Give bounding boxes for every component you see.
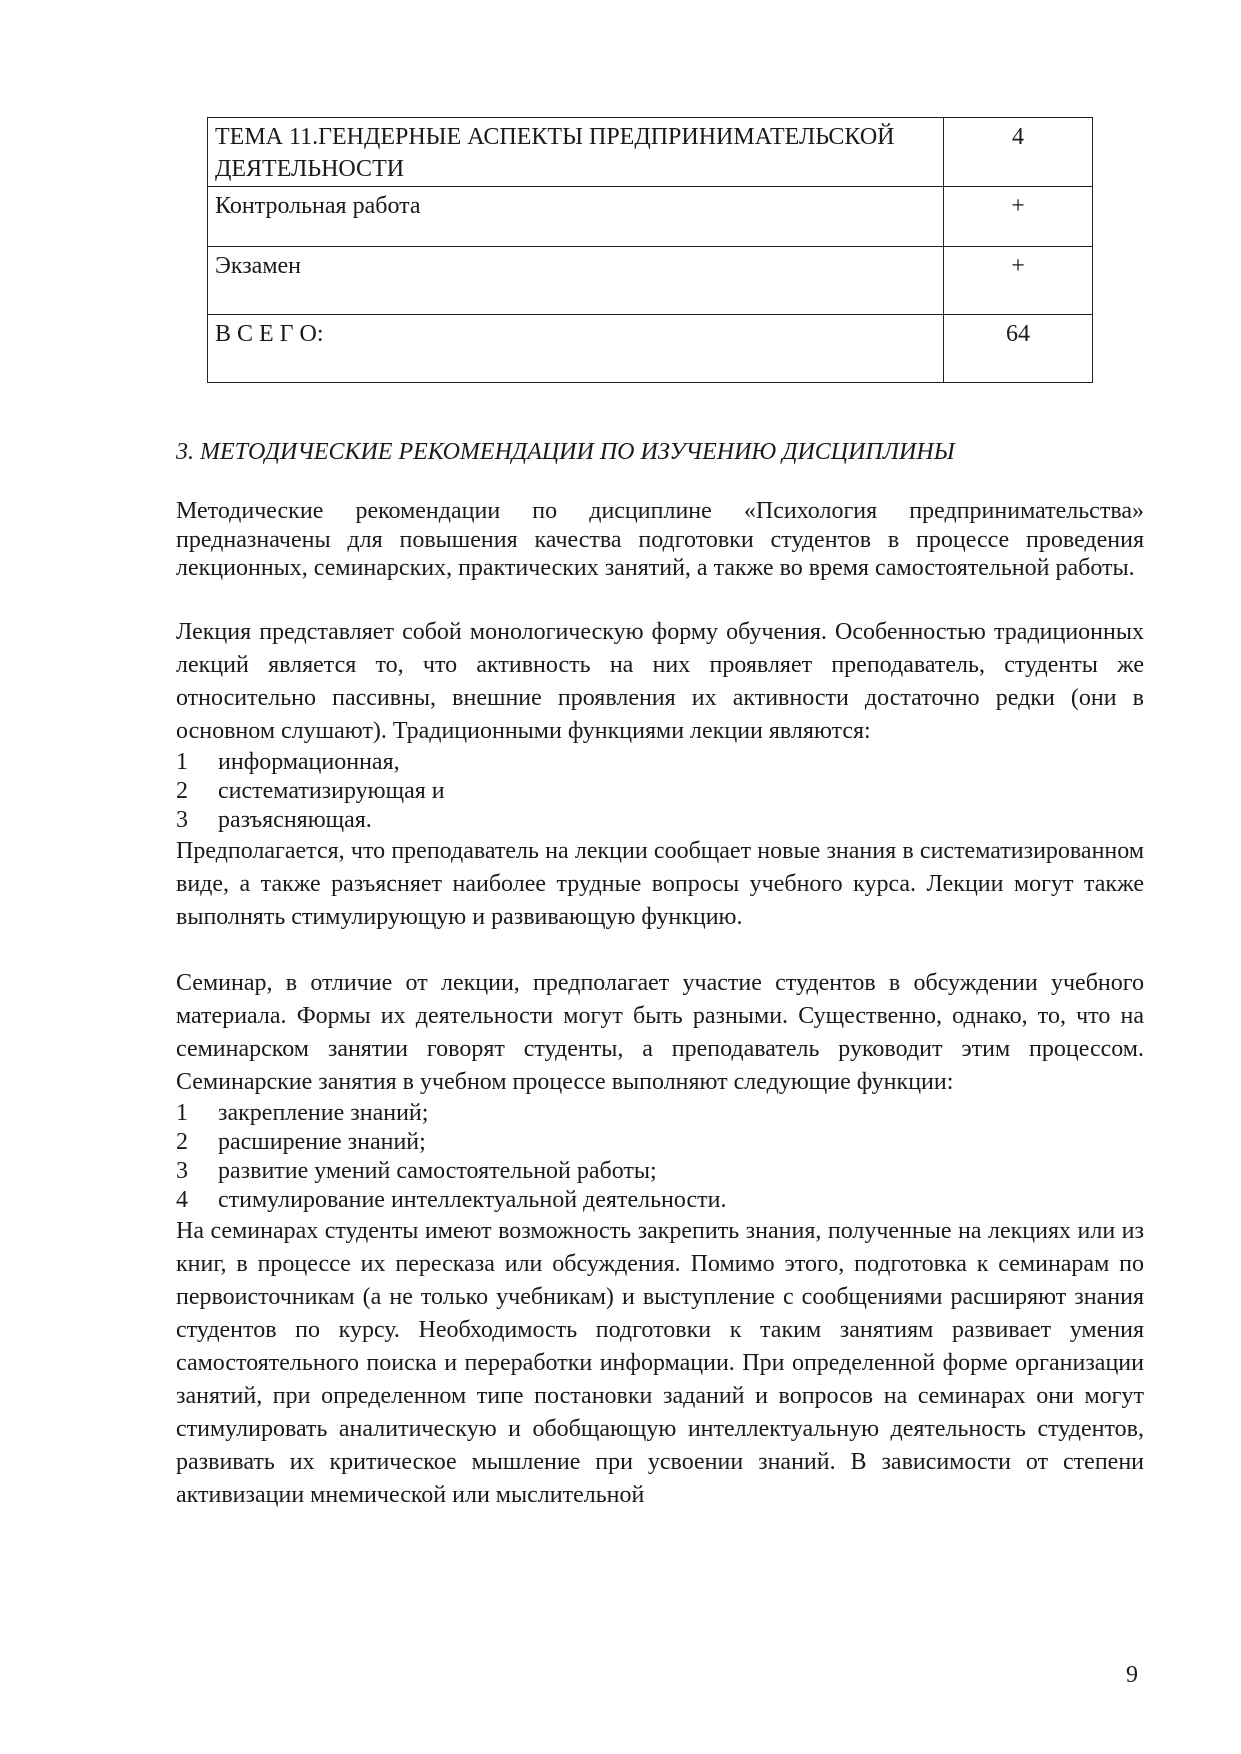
total-hours-cell: 64 [944, 315, 1093, 383]
list-number: 3 [176, 806, 188, 833]
total-label-cell: В С Е Г О: [208, 315, 944, 383]
list-item [176, 1128, 1144, 1157]
paragraph-lecture-purpose: Предполагается, что преподаватель на лекции сообщает новые знания в систематизированном виде, а также разъясняет наиболее трудные вопросы учебного курса. Лекции могут также выполнять стимулирующую и развивающую функцию. [176, 837, 1144, 930]
list-item [176, 1186, 1144, 1215]
paragraph-intro: Методические рекомендации по дисциплине «Психология предпринимательства» предназначены для повышения качества подготовки студентов в процессе проведения лекционных, семинарских, практических занятий, а также во время самостоятельной работы. [176, 498, 1144, 581]
table-row [208, 118, 1093, 187]
list-number: 4 [176, 1186, 188, 1213]
list-text: расширение знаний; [218, 1128, 426, 1155]
list-item [176, 1157, 1144, 1186]
table-row [208, 187, 1093, 247]
list-text: информационная, [218, 748, 400, 775]
list-number: 1 [176, 748, 188, 775]
topic-cell: Контрольная работа [208, 187, 944, 247]
section-title: 3. МЕТОДИЧЕСКИЕ РЕКОМЕНДАЦИИ ПО ИЗУЧЕНИЮ ДИСЦИПЛИНЫ [176, 439, 955, 465]
topic-cell: ТЕМА 11.ГЕНДЕРНЫЕ АСПЕКТЫ ПРЕДПРИНИМАТЕЛЬСКОЙ ДЕЯТЕЛЬНОСТИ [208, 118, 944, 187]
table-row [208, 247, 1093, 315]
hours-cell: + [944, 187, 1093, 247]
list-number: 3 [176, 1157, 188, 1184]
lecture-functions-list [176, 748, 1144, 835]
page-number: 9 [1126, 1662, 1138, 1688]
list-text: систематизирующая и [218, 777, 445, 804]
seminar-functions-list [176, 1099, 1144, 1215]
list-text: стимулирование интеллектуальной деятельности. [218, 1186, 727, 1213]
paragraph-seminar-benefits: На семинарах студенты имеют возможность закрепить знания, полученные на лекциях или из книг, в процессе их пересказа или обсуждения. Помимо этого, подготовка к семинарам по первоисточникам (а не только учебникам) и выступление с сообщениями расширяют знания студентов по курсу. Необходимость подготовки к таким занятиям развивает умения самостоятельного поиска и переработки информации. При определенной форме организации занятий, при определенном типе постановки заданий и вопросов на семинарах они могут стимулировать аналитическую и обобщающую интеллектуальную деятельность студентов, развивать их критическое мышление при усвоении знаний. В зависимости от степени активизации мнемической или мыслительной [176, 1217, 1144, 1508]
list-item [176, 806, 1144, 835]
main-text [176, 437, 1144, 1512]
list-text: разъясняющая. [218, 806, 372, 833]
list-number: 2 [176, 777, 188, 804]
list-item [176, 777, 1144, 806]
list-number: 2 [176, 1128, 188, 1155]
list-item [176, 748, 1144, 777]
list-item [176, 1099, 1144, 1128]
list-text: закрепление знаний; [218, 1099, 429, 1126]
list-text: развитие умений самостоятельной работы; [218, 1157, 657, 1184]
hours-cell: + [944, 247, 1093, 315]
hours-cell: 4 [944, 118, 1093, 187]
paragraph-seminar: Семинар, в отличие от лекции, предполагает участие студентов в обсуждении учебного материала. Формы их деятельности могут быть разными. Существенно, однако, то, что на семинарском занятии говорят студенты, а преподаватель руководит этим процессом. Семинарские занятия в учебном процессе выполняют следующие функции: [176, 969, 1144, 1095]
hours-table [207, 117, 1093, 383]
paragraph-lecture: Лекция представляет собой монологическую форму обучения. Особенностью традиционных лекций является то, что активность на них проявляет преподаватель, студенты же относительно пассивны, внешние проявления их активности достаточно редки (они в основном слушают). Традиционными функциями лекции являются: [176, 618, 1144, 744]
topic-cell: Экзамен [208, 247, 944, 315]
list-number: 1 [176, 1099, 188, 1126]
table-row [208, 315, 1093, 383]
